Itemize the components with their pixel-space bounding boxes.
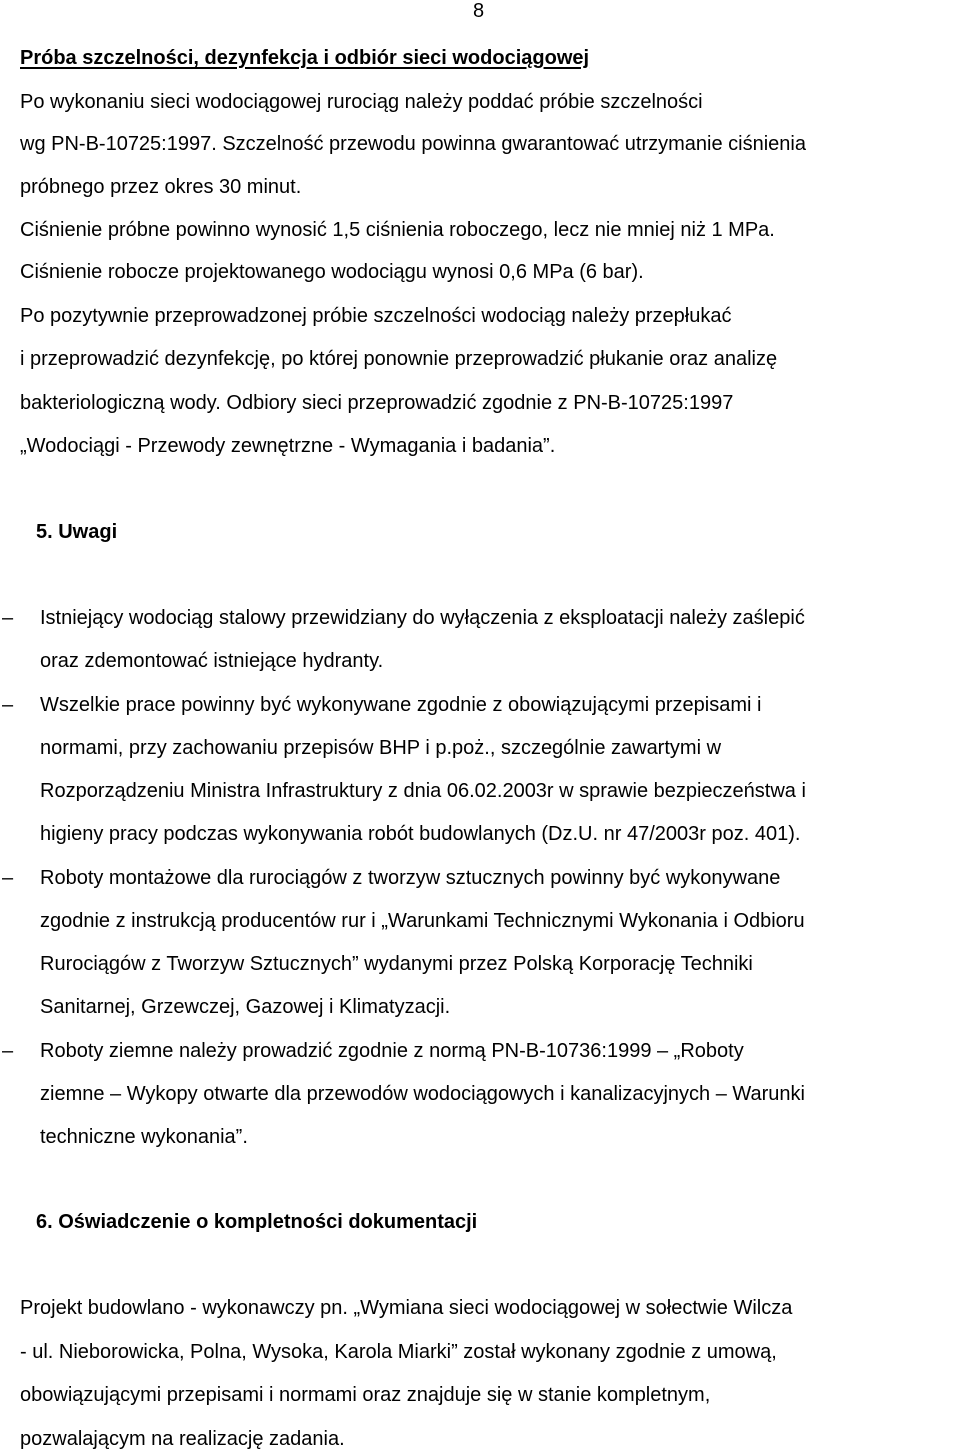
- text-line: i przeprowadzić dezynfekcję, po której ponownie przeprowadzić płukanie oraz analizę: [20, 348, 778, 370]
- section5-heading: 5. Uwagi: [36, 521, 118, 543]
- text-line: normami, przy zachowaniu przepisów BHP i p.poż., szczególnie zawartymi w: [40, 737, 722, 759]
- text-line: „Wodociągi - Przewody zewnętrzne - Wymagania i badania”.: [20, 435, 556, 457]
- text-line: pozwalającym na realizację zadania.: [20, 1428, 345, 1450]
- bullet-dash: –: [2, 1040, 14, 1062]
- section6-heading: 6. Oświadczenie o kompletności dokumentacji: [36, 1211, 478, 1233]
- bullet-dash: –: [2, 694, 14, 716]
- text-line: Po pozytywnie przeprowadzonej próbie szczelności wodociąg należy przepłukać: [20, 305, 732, 327]
- text-line: Istniejący wodociąg stalowy przewidziany do wyłączenia z eksploatacji należy zaślepić: [40, 607, 805, 629]
- text-line: Ciśnienie próbne powinno wynosić 1,5 ciśnienia roboczego, lecz nie mniej niż 1 MPa.: [20, 219, 775, 241]
- text-line: - ul. Nieborowicka, Polna, Wysoka, Karola Miarki” został wykonany zgodnie z umową,: [20, 1341, 777, 1363]
- section-title: Próba szczelności, dezynfekcja i odbiór sieci wodociągowej: [20, 47, 590, 69]
- text-line: Sanitarnej, Grzewczej, Gazowej i Klimatyzacji.: [40, 996, 451, 1018]
- text-line: bakteriologiczną wody. Odbiory sieci przeprowadzić zgodnie z PN-B-10725:1997: [20, 392, 734, 414]
- text-line: Ciśnienie robocze projektowanego wodociągu wynosi 0,6 MPa (6 bar).: [20, 261, 644, 283]
- text-line: higieny pracy podczas wykonywania robót budowlanych (Dz.U. nr 47/2003r poz. 401).: [40, 823, 801, 845]
- text-line: wg PN-B-10725:1997. Szczelność przewodu powinna gwarantować utrzymanie ciśnienia: [20, 133, 806, 155]
- text-line: Rozporządzeniu Ministra Infrastruktury z dnia 06.02.2003r w sprawie bezpieczeństwa i: [40, 780, 806, 802]
- text-line: obowiązującymi przepisami i normami oraz znajduje się w stanie kompletnym,: [20, 1384, 711, 1406]
- text-line: ziemne – Wykopy otwarte dla przewodów wodociągowych i kanalizacyjnych – Warunki: [40, 1083, 805, 1105]
- bullet-dash: –: [2, 607, 14, 629]
- text-line: Projekt budowlano - wykonawczy pn. „Wymiana sieci wodociągowej w sołectwie Wilcza: [20, 1297, 793, 1319]
- text-line: oraz zdemontować istniejące hydranty.: [40, 650, 384, 672]
- text-line: techniczne wykonania”.: [40, 1126, 248, 1148]
- text-line: próbnego przez okres 30 minut.: [20, 176, 302, 198]
- text-line: Rurociągów z Tworzyw Sztucznych” wydanymi przez Polską Korporację Techniki: [40, 953, 753, 975]
- text-line: Po wykonaniu sieci wodociągowej rurociąg należy poddać próbie szczelności: [20, 91, 703, 113]
- bullet-dash: –: [2, 867, 14, 889]
- text-line: Roboty ziemne należy prowadzić zgodnie z normą PN-B-10736:1999 – „Roboty: [40, 1040, 744, 1062]
- text-line: Roboty montażowe dla rurociągów z tworzyw sztucznych powinny być wykonywane: [40, 867, 781, 889]
- page-number: 8: [473, 0, 485, 22]
- text-line: zgodnie z instrukcją producentów rur i „Warunkami Technicznymi Wykonania i Odbioru: [40, 910, 805, 932]
- text-line: Wszelkie prace powinny być wykonywane zgodnie z obowiązującymi przepisami i: [40, 694, 762, 716]
